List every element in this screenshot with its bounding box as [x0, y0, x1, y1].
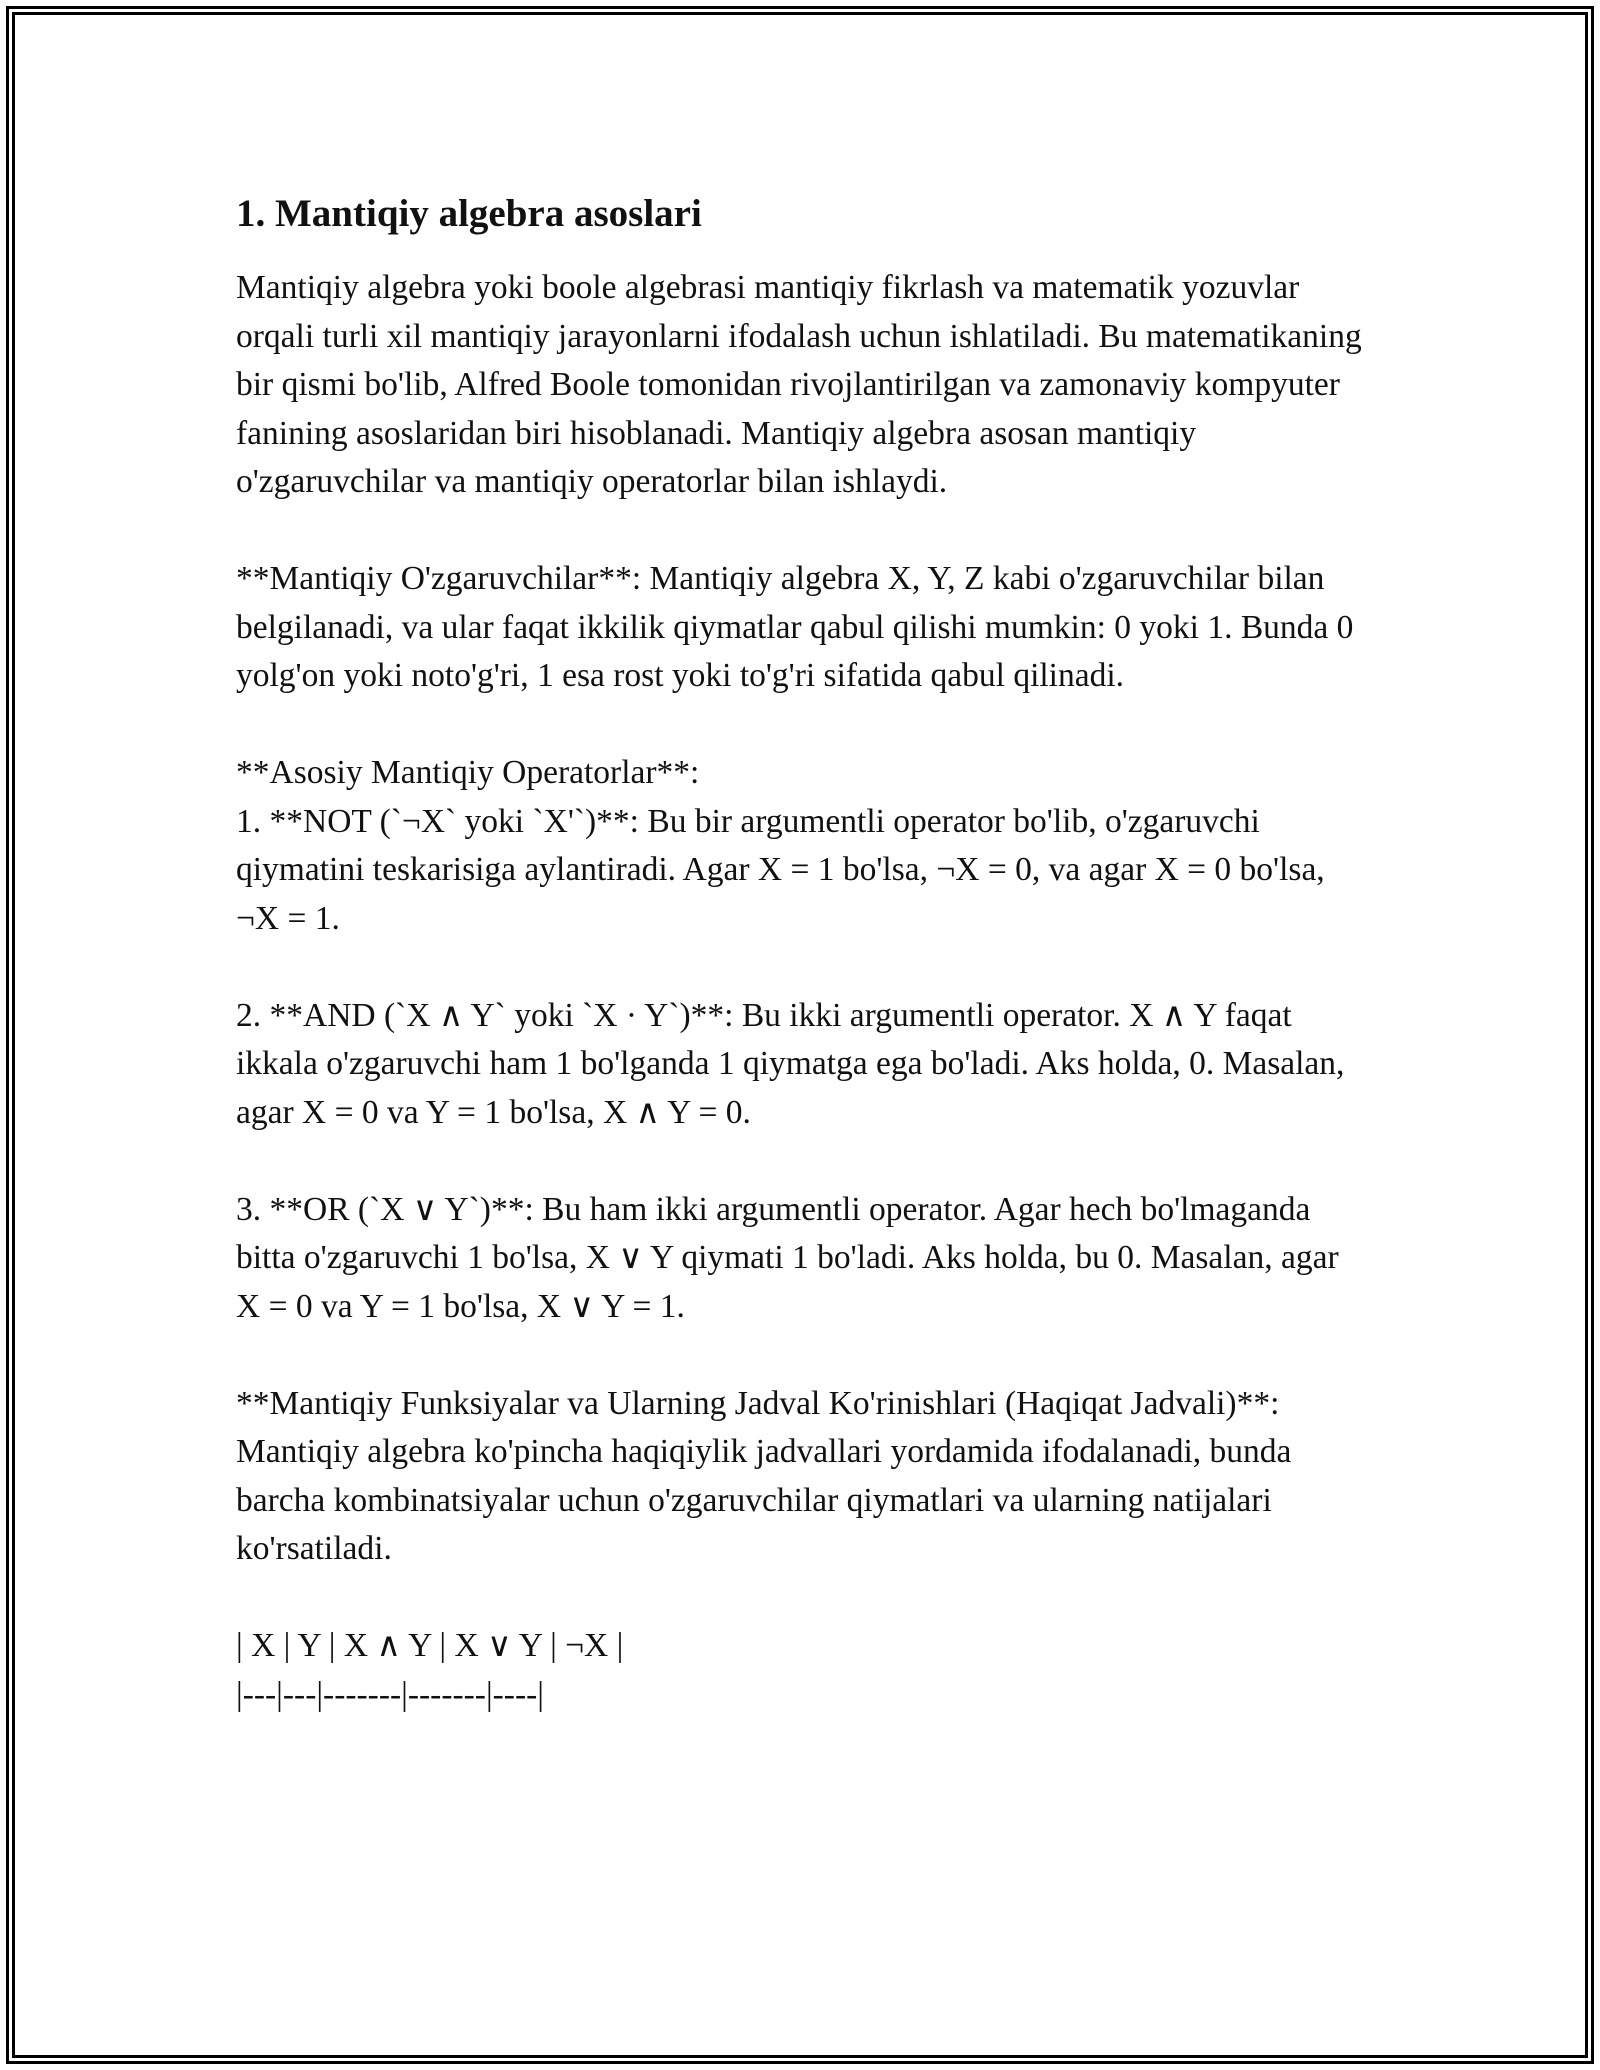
- truth-table-header-row: | X | Y | X ∧ Y | X ∨ Y | ¬X |: [236, 1627, 624, 1664]
- intro-paragraph: Mantiqiy algebra yoki boole algebrasi mantiqiy fikrlash va matematik yozuvlar orqali turli xil mantiqiy jarayonlarni ifodalash uchun ishlatiladi. Bu matematikaning bir qismi bo'lib, Alfred Boole tomonidan rivojlantirilgan va zamonaviy kompyuter fanining asoslaridan biri hisoblanadi. Mantiqiy algebra asosan mantiqiy o'zgaruvchilar va mantiqiy operatorlar bilan ishlaydi.: [236, 269, 1362, 500]
- truth-table-heading: **Mantiqiy Funksiyalar va Ularning Jadval Ko'rinishlari (Haqiqat Jadvali)**:: [236, 1384, 1280, 1422]
- and-operator-paragraph: 2. **AND (`X ∧ Y` yoki `X · Y`)**: Bu ikki argumentli operator. X ∧ Y faqat ikkala o'zgaruvchi ham 1 bo'lganda 1 qiymatga ega bo'ladi. Aks holda, 0. Masalan, agar X = 0 va Y = 1 bo'lsa, X ∧ Y = 0.: [236, 996, 1345, 1131]
- truth-table-description: Mantiqiy algebra ko'pincha haqiqiylik jadvallari yordamida ifodalanadi, bunda barcha kombinatsiyalar uchun o'zgaruvchilar qiymatlari va ularning natijalari ko'rsatiladi.: [236, 1433, 1292, 1567]
- paragraph-spacer: [236, 507, 1366, 556]
- paragraph-spacer: [236, 1331, 1366, 1380]
- not-operator-paragraph: 1. **NOT (`¬X` yoki `X'`)**: Bu bir argumentli operator bo'lib, o'zgaruvchi qiymatini teskarisiga aylantiradi. Agar X = 1 bo'lsa, ¬X = 0, va agar X = 0 bo'lsa, ¬X = 1.: [236, 802, 1325, 937]
- paragraph-spacer: [236, 943, 1366, 992]
- section-title: 1. Mantiqiy algebra asoslari: [236, 192, 702, 235]
- operators-heading: **Asosiy Mantiqiy Operatorlar**:: [236, 754, 700, 791]
- variables-paragraph: **Mantiqiy O'zgaruvchilar**: Mantiqiy algebra X, Y, Z kabi o'zgaruvchilar bilan belgilanadi, va ular faqat ikkilik qiymatlar qabul qilishi mumkin: 0 yoki 1. Bunda 0 yolg'on yoki noto'g'ri, 1 esa rost yoki to'g'ri sifatida qabul qilinadi.: [236, 560, 1354, 694]
- truth-table-separator-row: |---|---|-------|-------|----|: [236, 1675, 544, 1713]
- paragraph-spacer: [236, 701, 1366, 750]
- document-body: [236, 186, 1366, 1719]
- or-operator-paragraph: 3. **OR (`X ∨ Y`)**: Bu ham ikki argumentli operator. Agar hech bo'lmaganda bitta o'zgaruvchi 1 bo'lsa, X ∨ Y qiymati 1 bo'ladi. Aks holda, bu 0. Masalan, agar X = 0 va Y = 1 bo'lsa, X ∨ Y = 1.: [236, 1190, 1339, 1325]
- paragraph-spacer: [236, 1574, 1366, 1623]
- paragraph-spacer: [236, 1137, 1366, 1186]
